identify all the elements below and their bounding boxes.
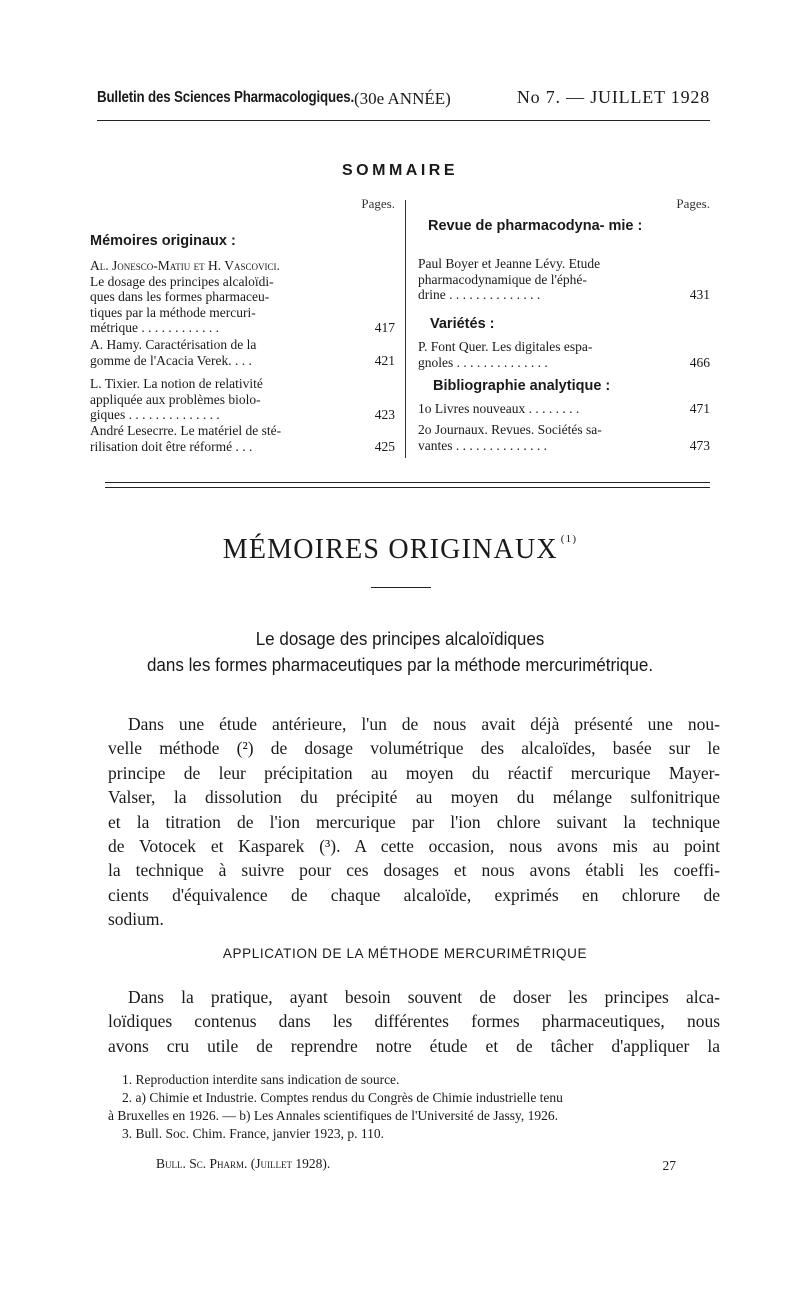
page-number: 27 — [662, 1158, 676, 1173]
paragraph-2: Dans la pratique, ayant besoin souvent de doser les principes alca- loïdiques contenus dans les différentes formes pharmaceutiques, nous avons cru utile de reprendre notre étude et de tâcher d'appliquer la — [108, 987, 720, 1056]
toc-left-column — [90, 196, 395, 466]
footnotes — [108, 1071, 723, 1143]
journal-year: (30e ANNÉE) — [354, 89, 451, 108]
toc-page-number: 466 — [689, 354, 710, 370]
toc-page-number: 417 — [374, 320, 395, 335]
toc-section-varietes: Variétés : — [430, 316, 495, 332]
toc-page-number: 473 — [689, 437, 710, 453]
paragraph-1: Dans une étude antérieure, l'un de nous avait déjà présenté une nou- velle méthode (²) de dosage volumétrique des alcaloïdes, basée sur le principe de leur précipitation au moyen du réactif mercurique Mayer- Valser, la dissolution du précipité au moyen du mélange sulfonitrique et la titration de l'ion mercurique par l'ion chlore suivant la technique de Votocek et Kasparek (³). A cette occasion, nous avons mis au point la technique à suivre pour ces dosages et nous avons établi les coeffi- cients d'équivalence de chaque alcaloïde, exprimés en chlorure de sodium. — [108, 714, 720, 930]
toc-page-number: 421 — [374, 352, 395, 368]
pages-label: Pages. — [361, 196, 395, 211]
toc-page-number: 431 — [689, 287, 710, 302]
toc-page-number: 471 — [689, 401, 710, 416]
issue-number: No 7. — JUILLET 1928 — [516, 87, 710, 107]
toc-entry[interactable]: P. Font Quer. Les digitales espa- gnoles . . . . . . . . . . . . . . 466 — [418, 339, 710, 370]
toc-column-divider — [405, 200, 406, 458]
sommaire-title: SOMMAIRE — [342, 162, 458, 179]
pages-label: Pages. — [676, 196, 710, 211]
footnote: 2. a) Chimie et Industrie. Comptes rendus du Congrès de Chimie industrielle tenu — [122, 1090, 563, 1105]
toc-entry[interactable]: 1o Livres nouveaux . . . . . . . . 471 — [418, 401, 710, 416]
toc-section-memoires: Mémoires originaux : — [90, 233, 236, 249]
toc-entry[interactable]: 2o Journaux. Revues. Sociétés sa- vantes . . . . . . . . . . . . . . 473 — [418, 422, 710, 453]
footnote: 3. Bull. Soc. Chim. France, janvier 1923, p. 110. — [122, 1126, 384, 1141]
toc-entry[interactable]: André Lesecrre. Le matériel de sté- rilisation doit être réformé . . . 425 — [90, 423, 395, 454]
footnote: 1. Reproduction interdite sans indication de source. — [122, 1072, 400, 1087]
section-rule-bottom — [105, 487, 710, 488]
toc-entry[interactable]: L. Tixier. La notion de relativité appliquée aux problèmes biolo- giques . . . . . . . . . . . . . . 423 — [90, 376, 395, 422]
section-subheading: APPLICATION DE LA MÉTHODE MERCURIMÉTRIQUE — [222, 946, 588, 961]
page-footer — [156, 1156, 676, 1172]
toc-section-bibliographie: Bibliographie analytique : — [433, 378, 611, 394]
journal-title: Bulletin des Sciences Pharmacologiques. — [97, 89, 355, 106]
toc-entry[interactable]: A. Hamy. Caractérisation de la gomme de l'Acacia Verek. . . . 421 — [90, 337, 395, 368]
main-title: MÉMOIRES ORIGINAUX $^{(1)}$ — [222, 533, 578, 565]
toc-section-pharmacodynamie: Revue de pharmacodyna- mie : — [428, 218, 643, 234]
running-header — [97, 87, 710, 113]
toc-entry[interactable]: Paul Boyer et Jeanne Lévy. Etude pharmacodynamique de l'éphé- drine . . . . . . . . . . . . . . 431 — [418, 256, 710, 302]
footnote-ref: (1) — [560, 533, 578, 545]
article-title-line: dans les formes pharmaceutiques par la méthode mercurimétrique. — [146, 654, 654, 675]
article-title-line: Le dosage des principes alcaloïdiques — [255, 628, 545, 649]
toc-page-number: 423 — [374, 407, 395, 422]
title-rule — [371, 587, 431, 588]
section-rule-top — [105, 482, 710, 483]
header-rule — [97, 120, 710, 121]
toc-right-column — [418, 196, 710, 466]
toc-page-number: 425 — [374, 438, 395, 454]
footnote: à Bruxelles en 1926. — b) Les Annales scientifiques de l'Université de Jassy, 1926. — [108, 1108, 558, 1123]
toc-entry[interactable]: Al. Jonesco-Matiu et H. Vascovici. Le dosage des principes alcaloïdi- ques dans les formes pharmaceu- tiques par la méthode mercuri- métrique . . . . . . . . . . . . 417 — [90, 258, 395, 335]
footer-citation: Bull. Sc. Pharm. (Juillet 1928). — [156, 1156, 331, 1171]
